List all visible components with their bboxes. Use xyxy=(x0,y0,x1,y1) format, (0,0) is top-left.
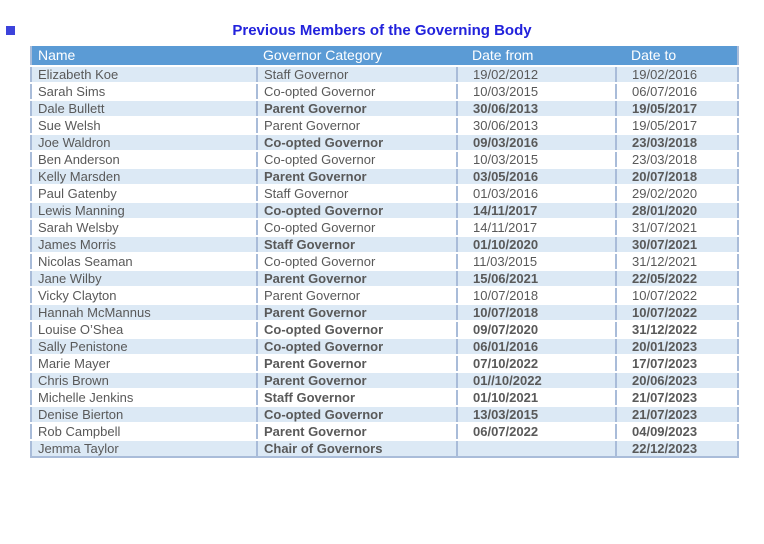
column-header-name: Name xyxy=(31,46,257,66)
table-row xyxy=(31,321,738,338)
cell-date-to: 04/09/2023 xyxy=(616,423,738,440)
cell-date-to: 31/12/2021 xyxy=(616,253,738,270)
table-row xyxy=(31,168,738,185)
cell-category: Parent Governor xyxy=(257,270,457,287)
cell-name: Sue Welsh xyxy=(31,117,257,134)
cell-name: Paul Gatenby xyxy=(31,185,257,202)
table-row xyxy=(31,304,738,321)
cell-date-to: 22/05/2022 xyxy=(616,270,738,287)
cell-name: Jemma Taylor xyxy=(31,440,257,457)
table-row xyxy=(31,100,738,117)
table-row xyxy=(31,185,738,202)
table-row xyxy=(31,440,738,457)
cell-date-to: 06/07/2016 xyxy=(616,83,738,100)
cell-date-to: 31/12/2022 xyxy=(616,321,738,338)
cell-category: Staff Governor xyxy=(257,236,457,253)
cell-category: Parent Governor xyxy=(257,100,457,117)
cell-name: Sarah Sims xyxy=(31,83,257,100)
cell-date-from: 03/05/2016 xyxy=(457,168,616,185)
table-row xyxy=(31,372,738,389)
cell-category: Parent Governor xyxy=(257,287,457,304)
cell-date-from: 06/01/2016 xyxy=(457,338,616,355)
cell-date-to: 21/07/2023 xyxy=(616,406,738,423)
page-title: Previous Members of the Governing Body xyxy=(232,22,532,39)
table-row xyxy=(31,338,738,355)
cell-name: Hannah McMannus xyxy=(31,304,257,321)
cell-name: Denise Bierton xyxy=(31,406,257,423)
cell-date-to: 23/03/2018 xyxy=(616,134,738,151)
cell-date-from: 10/03/2015 xyxy=(457,83,616,100)
table-row xyxy=(31,66,738,83)
cell-category: Parent Governor xyxy=(257,423,457,440)
blue-square-marker xyxy=(6,26,15,35)
table-row xyxy=(31,270,738,287)
cell-date-to: 29/02/2020 xyxy=(616,185,738,202)
cell-category: Parent Governor xyxy=(257,355,457,372)
cell-category: Staff Governor xyxy=(257,185,457,202)
table-row xyxy=(31,219,738,236)
cell-date-from: 19/02/2012 xyxy=(457,66,616,83)
cell-date-from: 30/06/2013 xyxy=(457,100,616,117)
table-row xyxy=(31,236,738,253)
cell-date-from: 15/06/2021 xyxy=(457,270,616,287)
column-header-date-from: Date from xyxy=(457,46,616,66)
cell-date-to: 20/06/2023 xyxy=(616,372,738,389)
cell-date-from: 01//10/2022 xyxy=(457,372,616,389)
cell-date-from: 07/10/2022 xyxy=(457,355,616,372)
cell-date-to: 19/05/2017 xyxy=(616,100,738,117)
cell-name: Chris Brown xyxy=(31,372,257,389)
cell-date-from: 09/07/2020 xyxy=(457,321,616,338)
cell-category: Co-opted Governor xyxy=(257,219,457,236)
cell-category: Staff Governor xyxy=(257,66,457,83)
column-header-date-to: Date to xyxy=(616,46,738,66)
cell-date-from: 06/07/2022 xyxy=(457,423,616,440)
cell-name: Ben Anderson xyxy=(31,151,257,168)
table-row xyxy=(31,117,738,134)
cell-date-to: 10/07/2022 xyxy=(616,304,738,321)
cell-category: Parent Governor xyxy=(257,304,457,321)
cell-category: Co-opted Governor xyxy=(257,338,457,355)
column-header-category: Governor Category xyxy=(257,46,457,66)
cell-name: Nicolas Seaman xyxy=(31,253,257,270)
cell-date-from: 14/11/2017 xyxy=(457,202,616,219)
cell-date-to: 20/07/2018 xyxy=(616,168,738,185)
cell-date-from: 01/10/2020 xyxy=(457,236,616,253)
cell-category: Co-opted Governor xyxy=(257,253,457,270)
table-row xyxy=(31,423,738,440)
table-row xyxy=(31,134,738,151)
cell-date-to: 20/01/2023 xyxy=(616,338,738,355)
cell-name: Louise O’Shea xyxy=(31,321,257,338)
cell-name: Sarah Welsby xyxy=(31,219,257,236)
cell-date-to: 19/05/2017 xyxy=(616,117,738,134)
cell-name: Elizabeth Koe xyxy=(31,66,257,83)
table-header-row xyxy=(31,46,738,66)
cell-date-to: 21/07/2023 xyxy=(616,389,738,406)
cell-category: Co-opted Governor xyxy=(257,83,457,100)
cell-category: Co-opted Governor xyxy=(257,321,457,338)
cell-category: Parent Governor xyxy=(257,168,457,185)
table-row xyxy=(31,406,738,423)
cell-date-from: 13/03/2015 xyxy=(457,406,616,423)
table-row xyxy=(31,389,738,406)
cell-category: Co-opted Governor xyxy=(257,134,457,151)
cell-date-from: 14/11/2017 xyxy=(457,219,616,236)
cell-name: Kelly Marsden xyxy=(31,168,257,185)
cell-date-to: 23/03/2018 xyxy=(616,151,738,168)
cell-date-to: 30/07/2021 xyxy=(616,236,738,253)
cell-category: Co-opted Governor xyxy=(257,151,457,168)
cell-date-from xyxy=(457,440,616,457)
cell-date-from: 30/06/2013 xyxy=(457,117,616,134)
cell-date-to: 17/07/2023 xyxy=(616,355,738,372)
cell-date-from: 01/03/2016 xyxy=(457,185,616,202)
table-row xyxy=(31,253,738,270)
cell-name: Rob Campbell xyxy=(31,423,257,440)
table-row xyxy=(31,151,738,168)
table-row xyxy=(31,287,738,304)
cell-date-from: 10/07/2018 xyxy=(457,304,616,321)
cell-name: Vicky Clayton xyxy=(31,287,257,304)
cell-date-to: 19/02/2016 xyxy=(616,66,738,83)
cell-category: Parent Governor xyxy=(257,372,457,389)
cell-name: Jane Wilby xyxy=(31,270,257,287)
cell-date-from: 01/10/2021 xyxy=(457,389,616,406)
table-body xyxy=(31,66,738,457)
cell-category: Staff Governor xyxy=(257,389,457,406)
cell-name: James Morris xyxy=(31,236,257,253)
table-row xyxy=(31,355,738,372)
governors-table xyxy=(30,46,739,458)
cell-date-to: 10/07/2022 xyxy=(616,287,738,304)
table-row xyxy=(31,83,738,100)
cell-category: Co-opted Governor xyxy=(257,406,457,423)
cell-name: Michelle Jenkins xyxy=(31,389,257,406)
cell-date-to: 22/12/2023 xyxy=(616,440,738,457)
cell-name: Joe Waldron xyxy=(31,134,257,151)
cell-date-to: 31/07/2021 xyxy=(616,219,738,236)
cell-category: Chair of Governors xyxy=(257,440,457,457)
cell-name: Lewis Manning xyxy=(31,202,257,219)
cell-date-from: 10/07/2018 xyxy=(457,287,616,304)
cell-name: Sally Penistone xyxy=(31,338,257,355)
cell-date-from: 09/03/2016 xyxy=(457,134,616,151)
table-row xyxy=(31,202,738,219)
cell-name: Dale Bullett xyxy=(31,100,257,117)
cell-date-to: 28/01/2020 xyxy=(616,202,738,219)
cell-date-from: 10/03/2015 xyxy=(457,151,616,168)
cell-name: Marie Mayer xyxy=(31,355,257,372)
cell-category: Parent Governor xyxy=(257,117,457,134)
cell-category: Co-opted Governor xyxy=(257,202,457,219)
cell-date-from: 11/03/2015 xyxy=(457,253,616,270)
